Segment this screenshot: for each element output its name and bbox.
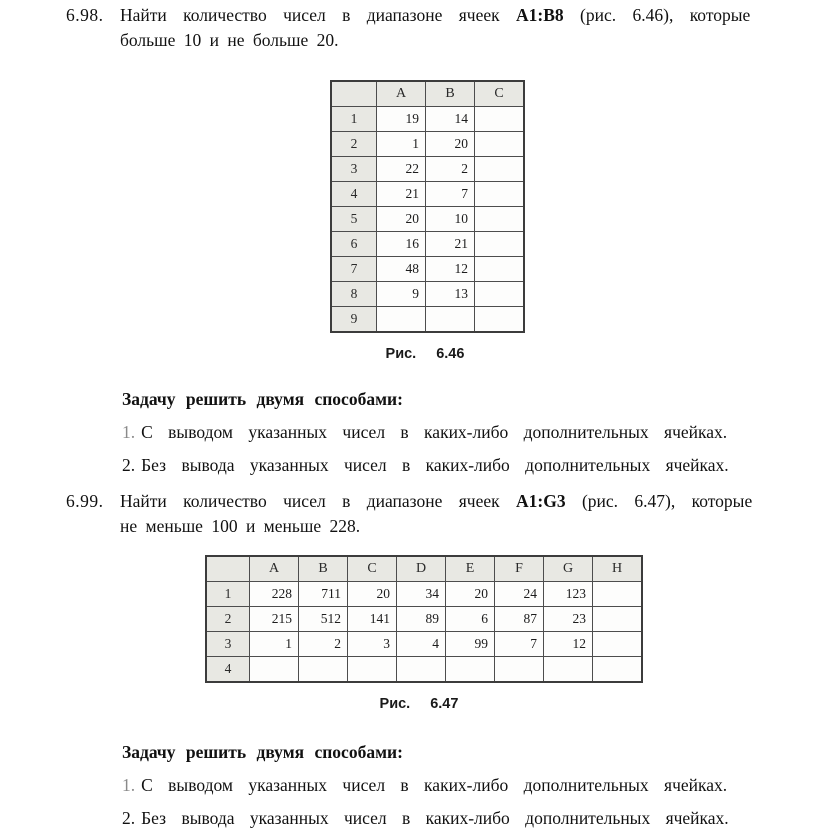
task-item-number: 1. [122, 775, 136, 795]
cell-B3: 2 [299, 632, 348, 657]
cell-F4 [495, 657, 544, 683]
figure-6-47 [205, 555, 633, 712]
cell-C2 [475, 132, 525, 157]
cell-B4 [299, 657, 348, 683]
table-row [331, 232, 524, 257]
column-header-D: D [397, 556, 446, 582]
cell-C8 [475, 282, 525, 307]
cell-F3: 7 [495, 632, 544, 657]
problem-number: 6.98. [66, 5, 104, 25]
spreadsheet-table-6-46 [330, 80, 525, 333]
column-header-H: H [593, 556, 643, 582]
cell-B7: 12 [426, 257, 475, 282]
row-header-8: 8 [331, 282, 377, 307]
task-item-text: Без вывода указанных чисел в каких-либо дополнительных ячейках. [141, 808, 729, 828]
cell-B8: 13 [426, 282, 475, 307]
cell-C3: 3 [348, 632, 397, 657]
cell-G3: 12 [544, 632, 593, 657]
cell-A3: 22 [377, 157, 426, 182]
cell-A8: 9 [377, 282, 426, 307]
task-item-2 [122, 454, 790, 476]
table-row [331, 182, 524, 207]
row-header-3: 3 [331, 157, 377, 182]
row-header-6: 6 [331, 232, 377, 257]
corner-cell [206, 556, 250, 582]
problem-text [120, 489, 782, 539]
table-row [331, 157, 524, 182]
cell-A9 [377, 307, 426, 333]
problem-text-part: (рис. 6.46), которые [580, 5, 751, 25]
cell-A7: 48 [377, 257, 426, 282]
cell-A2: 1 [377, 132, 426, 157]
cell-C5 [475, 207, 525, 232]
cell-range: A1:B8 [516, 5, 564, 25]
cell-C2: 141 [348, 607, 397, 632]
row-header-1: 1 [206, 582, 250, 607]
column-header-F: F [495, 556, 544, 582]
cell-A5: 20 [377, 207, 426, 232]
cell-F2: 87 [495, 607, 544, 632]
cell-E3: 99 [446, 632, 495, 657]
cell-H1 [593, 582, 643, 607]
problem-text-part: Найти количество чисел в диапазоне ячеек [120, 5, 500, 25]
tasks-intro: Задачу решить двумя способами: [122, 742, 403, 762]
problem-6-98 [66, 3, 782, 53]
cell-D3: 4 [397, 632, 446, 657]
cell-B4: 7 [426, 182, 475, 207]
table-row [331, 207, 524, 232]
row-header-1: 1 [331, 107, 377, 132]
table-row [206, 582, 642, 607]
column-header-B: B [426, 81, 475, 107]
cell-G4 [544, 657, 593, 683]
column-header-C: C [348, 556, 397, 582]
cell-D1: 34 [397, 582, 446, 607]
column-header-E: E [446, 556, 495, 582]
cell-A4: 21 [377, 182, 426, 207]
cell-A4 [250, 657, 299, 683]
cell-C1 [475, 107, 525, 132]
table-row [331, 132, 524, 157]
header-row [331, 81, 524, 107]
tasks-intro: Задачу решить двумя способами: [122, 389, 403, 409]
row-header-2: 2 [206, 607, 250, 632]
cell-A3: 1 [250, 632, 299, 657]
problem-text-part: Найти количество чисел в диапазоне ячеек [120, 491, 500, 511]
cell-F1: 24 [495, 582, 544, 607]
cell-C6 [475, 232, 525, 257]
cell-G1: 123 [544, 582, 593, 607]
cell-D4 [397, 657, 446, 683]
row-header-7: 7 [331, 257, 377, 282]
cell-C7 [475, 257, 525, 282]
table-row [331, 257, 524, 282]
task-item-text: С выводом указанных чисел в каких-либо дополнительных ячейках. [141, 775, 728, 795]
column-header-A: A [250, 556, 299, 582]
table-row [206, 607, 642, 632]
cell-E2: 6 [446, 607, 495, 632]
problem-6-99 [66, 489, 782, 539]
cell-B6: 21 [426, 232, 475, 257]
cell-B2: 512 [299, 607, 348, 632]
task-item-text: Без вывода указанных чисел в каких-либо дополнительных ячейках. [141, 455, 729, 475]
cell-H2 [593, 607, 643, 632]
problem-text [120, 3, 782, 53]
cell-B3: 2 [426, 157, 475, 182]
cell-range: A1:G3 [516, 491, 566, 511]
table-row [331, 107, 524, 132]
row-header-2: 2 [331, 132, 377, 157]
problem-text-part: не меньше 100 и меньше 228. [120, 516, 361, 536]
row-header-9: 9 [331, 307, 377, 333]
column-header-A: A [377, 81, 426, 107]
cell-B2: 20 [426, 132, 475, 157]
cell-C3 [475, 157, 525, 182]
cell-C1: 20 [348, 582, 397, 607]
cell-B1: 711 [299, 582, 348, 607]
caption-number: 6.47 [430, 696, 459, 712]
cell-G2: 23 [544, 607, 593, 632]
cell-C9 [475, 307, 525, 333]
task-item-number: 2. [122, 808, 136, 828]
corner-cell [331, 81, 377, 107]
figure-6-46 [330, 80, 520, 362]
cell-C4 [475, 182, 525, 207]
cell-E4 [446, 657, 495, 683]
column-header-C: C [475, 81, 525, 107]
figure-caption [205, 696, 633, 712]
cell-D2: 89 [397, 607, 446, 632]
row-header-4: 4 [331, 182, 377, 207]
caption-number: 6.46 [436, 346, 465, 362]
row-header-4: 4 [206, 657, 250, 683]
spreadsheet-table-6-47 [205, 555, 643, 683]
task-item-1 [122, 774, 790, 796]
cell-A6: 16 [377, 232, 426, 257]
table-row [331, 307, 524, 333]
task-item-number: 1. [122, 422, 136, 442]
column-header-G: G [544, 556, 593, 582]
tasks-block-1 [122, 388, 790, 476]
cell-A1: 228 [250, 582, 299, 607]
table-row [331, 282, 524, 307]
cell-B5: 10 [426, 207, 475, 232]
figure-caption [330, 346, 520, 362]
cell-A1: 19 [377, 107, 426, 132]
cell-C4 [348, 657, 397, 683]
problem-text-part: (рис. 6.47), которые [581, 491, 753, 511]
cell-A2: 215 [250, 607, 299, 632]
task-item-1 [122, 421, 790, 443]
caption-label: Рис. [379, 696, 411, 712]
cell-B1: 14 [426, 107, 475, 132]
row-header-5: 5 [331, 207, 377, 232]
table-row [206, 632, 642, 657]
table-row [206, 657, 642, 683]
header-row [206, 556, 642, 582]
caption-label: Рис. [385, 346, 417, 362]
task-item-2 [122, 807, 790, 829]
cell-B9 [426, 307, 475, 333]
task-item-text: С выводом указанных чисел в каких-либо дополнительных ячейках. [141, 422, 728, 442]
cell-E1: 20 [446, 582, 495, 607]
cell-H3 [593, 632, 643, 657]
task-item-number: 2. [122, 455, 136, 475]
cell-H4 [593, 657, 643, 683]
column-header-B: B [299, 556, 348, 582]
problem-text-part: больше 10 и не больше 20. [120, 30, 339, 50]
row-header-3: 3 [206, 632, 250, 657]
tasks-block-2 [122, 741, 790, 829]
problem-number: 6.99. [66, 491, 104, 511]
